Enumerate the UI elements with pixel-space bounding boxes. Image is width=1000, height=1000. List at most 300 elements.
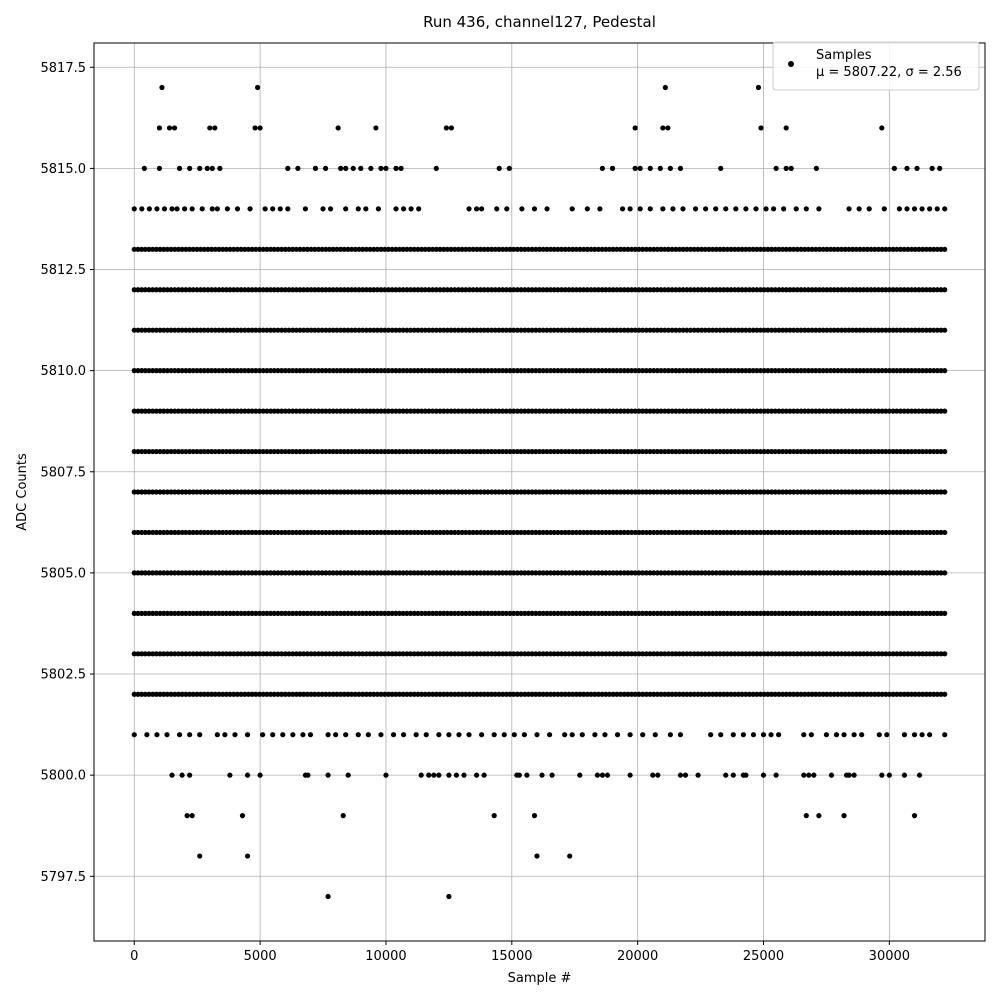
data-point <box>743 206 748 211</box>
data-point <box>215 732 220 737</box>
data-point <box>416 206 421 211</box>
x-tick-label: 10000 <box>365 949 407 964</box>
data-point <box>212 125 217 130</box>
data-point <box>771 206 776 211</box>
data-point <box>887 773 892 778</box>
data-point <box>879 773 884 778</box>
data-point <box>942 206 947 211</box>
data-point <box>794 206 799 211</box>
data-point <box>660 206 665 211</box>
data-point <box>436 732 441 737</box>
data-point <box>811 773 816 778</box>
data-point <box>615 732 620 737</box>
data-point <box>255 85 260 90</box>
data-point <box>207 125 212 130</box>
data-point <box>733 206 738 211</box>
data-point <box>449 125 454 130</box>
y-tick-label: 5802.5 <box>40 667 86 683</box>
data-point <box>225 206 230 211</box>
data-point <box>547 732 552 737</box>
data-point <box>816 206 821 211</box>
data-point <box>159 85 164 90</box>
data-point <box>346 773 351 778</box>
data-point <box>801 773 806 778</box>
data-point <box>937 166 942 171</box>
data-point <box>668 732 673 737</box>
data-point <box>809 732 814 737</box>
data-point <box>781 206 786 211</box>
data-point <box>758 125 763 130</box>
y-tick-label: 5800.0 <box>40 768 86 784</box>
data-point <box>270 732 275 737</box>
data-point <box>638 166 643 171</box>
data-point <box>215 206 220 211</box>
data-point <box>376 206 381 211</box>
data-point <box>610 166 615 171</box>
legend <box>773 42 979 90</box>
data-point <box>824 732 829 737</box>
data-point <box>343 166 348 171</box>
data-point <box>398 166 403 171</box>
data-point <box>338 166 343 171</box>
data-point <box>539 773 544 778</box>
data-point <box>532 206 537 211</box>
data-point <box>761 732 766 737</box>
data-point <box>751 732 756 737</box>
data-point <box>708 732 713 737</box>
data-point <box>466 206 471 211</box>
data-point <box>366 732 371 737</box>
data-point <box>680 206 685 211</box>
data-point <box>378 732 383 737</box>
x-tick-label: 25000 <box>742 949 785 964</box>
data-point <box>723 773 728 778</box>
data-point <box>190 206 195 211</box>
data-point <box>179 773 184 778</box>
data-point <box>904 206 909 211</box>
data-point <box>245 732 250 737</box>
data-point <box>859 732 864 737</box>
data-point <box>144 732 149 737</box>
data-point <box>325 773 330 778</box>
data-point <box>628 732 633 737</box>
data-point <box>935 206 940 211</box>
data-point <box>373 125 378 130</box>
data-point <box>942 530 947 535</box>
data-point <box>912 813 917 818</box>
data-point <box>154 206 159 211</box>
data-point <box>919 732 924 737</box>
data-point <box>446 894 451 899</box>
data-point <box>157 125 162 130</box>
x-axis-title: Sample # <box>507 971 572 986</box>
data-point <box>285 166 290 171</box>
data-point <box>877 732 882 737</box>
data-point <box>343 206 348 211</box>
y-axis-title: ADC Counts <box>15 453 30 531</box>
data-point <box>814 166 819 171</box>
data-point <box>325 894 330 899</box>
data-point <box>602 732 607 737</box>
data-point <box>147 206 152 211</box>
data-point <box>169 773 174 778</box>
data-point <box>773 166 778 171</box>
data-point <box>648 166 653 171</box>
data-point <box>562 732 567 737</box>
data-point <box>320 206 325 211</box>
data-point <box>454 773 459 778</box>
data-point <box>197 166 202 171</box>
data-point <box>157 166 162 171</box>
data-point <box>436 773 441 778</box>
data-point <box>356 732 361 737</box>
data-point <box>670 206 675 211</box>
data-point <box>768 732 773 737</box>
y-tick-label: 5812.5 <box>40 263 86 279</box>
data-point <box>570 732 575 737</box>
x-tick-label: 5000 <box>243 949 277 964</box>
data-point <box>424 732 429 737</box>
data-point <box>753 206 758 211</box>
data-point <box>678 732 683 737</box>
data-point <box>325 732 330 737</box>
data-point <box>240 813 245 818</box>
data-point <box>142 166 147 171</box>
data-point <box>653 732 658 737</box>
data-point <box>323 166 328 171</box>
data-point <box>169 206 174 211</box>
data-point <box>534 853 539 858</box>
data-point <box>524 773 529 778</box>
data-point <box>187 732 192 737</box>
data-point <box>378 166 383 171</box>
data-point <box>245 853 250 858</box>
data-point <box>912 206 917 211</box>
data-point <box>260 732 265 737</box>
data-point <box>695 773 700 778</box>
data-point <box>177 732 182 737</box>
data-point <box>393 206 398 211</box>
data-point <box>663 85 668 90</box>
data-point <box>580 732 585 737</box>
data-point <box>731 732 736 737</box>
data-point <box>919 206 924 211</box>
data-point <box>620 206 625 211</box>
data-point <box>456 732 461 737</box>
data-point <box>187 773 192 778</box>
data-point <box>942 247 947 252</box>
data-point <box>804 813 809 818</box>
data-point <box>358 166 363 171</box>
data-point <box>756 85 761 90</box>
data-point <box>605 773 610 778</box>
data-point <box>668 166 673 171</box>
data-point <box>852 773 857 778</box>
data-point <box>942 732 947 737</box>
data-point <box>917 773 922 778</box>
data-point <box>336 125 341 130</box>
data-point <box>497 166 502 171</box>
data-point <box>343 732 348 737</box>
data-point <box>806 773 811 778</box>
data-point <box>492 732 497 737</box>
data-point <box>167 125 172 130</box>
data-point <box>927 206 932 211</box>
data-point <box>507 166 512 171</box>
data-point <box>479 732 484 737</box>
y-tick-label: 5797.5 <box>40 869 86 885</box>
data-point <box>401 206 406 211</box>
data-point <box>383 773 388 778</box>
data-point <box>519 206 524 211</box>
data-point <box>703 206 708 211</box>
data-point <box>776 732 781 737</box>
data-point <box>882 206 887 211</box>
data-point <box>532 813 537 818</box>
data-point <box>461 773 466 778</box>
data-point <box>182 206 187 211</box>
data-point <box>693 206 698 211</box>
data-point <box>368 166 373 171</box>
data-point <box>741 732 746 737</box>
data-point <box>718 732 723 737</box>
data-point <box>232 732 237 737</box>
data-point <box>829 773 834 778</box>
data-point <box>187 166 192 171</box>
data-point <box>444 125 449 130</box>
data-point <box>930 166 935 171</box>
legend-label-stats: μ = 5807.22, σ = 2.56 <box>816 65 962 80</box>
data-point <box>466 732 471 737</box>
data-point <box>902 732 907 737</box>
data-point <box>434 166 439 171</box>
data-point <box>258 125 263 130</box>
data-point <box>914 166 919 171</box>
data-point <box>363 206 368 211</box>
data-point <box>474 773 479 778</box>
data-point <box>341 813 346 818</box>
data-point <box>308 732 313 737</box>
data-point <box>731 773 736 778</box>
data-point <box>678 166 683 171</box>
data-point <box>227 773 232 778</box>
data-point <box>517 773 522 778</box>
data-point <box>640 732 645 737</box>
data-point <box>942 692 947 697</box>
data-point <box>252 125 257 130</box>
data-point <box>258 773 263 778</box>
data-point <box>852 732 857 737</box>
data-point <box>665 125 670 130</box>
data-point <box>834 732 839 737</box>
data-point <box>892 166 897 171</box>
data-point <box>942 489 947 494</box>
data-point <box>295 166 300 171</box>
data-point <box>300 732 305 737</box>
data-point <box>658 166 663 171</box>
data-point <box>633 125 638 130</box>
data-point <box>303 206 308 211</box>
data-point <box>534 732 539 737</box>
y-tick-label: 5807.5 <box>40 465 86 481</box>
data-point <box>801 732 806 737</box>
data-point <box>867 206 872 211</box>
data-point <box>504 206 509 211</box>
data-point <box>567 853 572 858</box>
data-point <box>927 732 932 737</box>
data-point <box>633 166 638 171</box>
data-point <box>401 732 406 737</box>
data-point <box>502 732 507 737</box>
y-tick-label: 5817.5 <box>40 60 86 76</box>
data-point <box>942 651 947 656</box>
data-point <box>164 732 169 737</box>
data-point <box>280 732 285 737</box>
data-point <box>678 773 683 778</box>
data-point <box>784 125 789 130</box>
data-point <box>879 125 884 130</box>
data-point <box>479 206 484 211</box>
data-point <box>841 732 846 737</box>
data-point <box>132 732 137 737</box>
data-point <box>655 773 660 778</box>
data-point <box>210 206 215 211</box>
x-tick-label: 30000 <box>868 949 911 964</box>
data-point <box>595 773 600 778</box>
y-tick-label: 5815.0 <box>40 161 86 177</box>
data-point <box>743 773 748 778</box>
data-point <box>383 166 388 171</box>
data-point <box>628 773 633 778</box>
data-point <box>904 166 909 171</box>
data-point <box>414 732 419 737</box>
data-point <box>333 732 338 737</box>
data-point <box>592 732 597 737</box>
data-point <box>804 206 809 211</box>
data-point <box>846 773 851 778</box>
data-point <box>597 206 602 211</box>
x-tick-label: 0 <box>130 949 139 964</box>
data-point <box>897 206 902 211</box>
data-point <box>544 206 549 211</box>
data-point <box>577 773 582 778</box>
data-point <box>313 166 318 171</box>
data-point <box>549 773 554 778</box>
data-point <box>205 166 210 171</box>
data-point <box>718 166 723 171</box>
data-point <box>356 206 361 211</box>
data-point <box>942 368 947 373</box>
data-point <box>190 813 195 818</box>
data-point <box>942 287 947 292</box>
data-point <box>235 206 240 211</box>
data-point <box>648 206 653 211</box>
y-tick-label: 5810.0 <box>40 364 86 380</box>
data-point <box>393 166 398 171</box>
data-point <box>474 206 479 211</box>
data-point <box>247 206 252 211</box>
data-point <box>482 773 487 778</box>
y-tick-label: 5805.0 <box>40 566 86 582</box>
data-point <box>902 773 907 778</box>
data-point <box>245 773 250 778</box>
data-point <box>789 166 794 171</box>
data-point <box>600 773 605 778</box>
chart-title: Run 436, channel127, Pedestal <box>423 13 656 31</box>
data-point <box>431 773 436 778</box>
data-point <box>650 773 655 778</box>
data-point <box>154 732 159 737</box>
data-point <box>857 206 862 211</box>
data-point <box>174 206 179 211</box>
data-point <box>841 813 846 818</box>
data-point <box>773 773 778 778</box>
data-point <box>185 813 190 818</box>
data-point <box>391 732 396 737</box>
data-point <box>638 206 643 211</box>
data-point <box>446 773 451 778</box>
data-point <box>912 732 917 737</box>
legend-marker <box>788 61 794 67</box>
data-point <box>278 206 283 211</box>
data-point <box>351 166 356 171</box>
data-point <box>761 773 766 778</box>
data-point <box>132 206 137 211</box>
data-point <box>139 206 144 211</box>
data-point <box>409 206 414 211</box>
x-tick-label: 20000 <box>616 949 659 964</box>
data-point <box>492 813 497 818</box>
data-point <box>494 206 499 211</box>
data-point <box>162 206 167 211</box>
data-point <box>512 732 517 737</box>
data-point <box>419 773 424 778</box>
data-point <box>197 853 202 858</box>
data-point <box>884 732 889 737</box>
data-point <box>723 206 728 211</box>
data-point <box>328 206 333 211</box>
data-point <box>763 206 768 211</box>
data-point <box>200 206 205 211</box>
data-point <box>290 732 295 737</box>
data-point <box>942 570 947 575</box>
data-point <box>446 732 451 737</box>
data-point <box>683 773 688 778</box>
data-point <box>426 773 431 778</box>
data-point <box>522 732 527 737</box>
data-point <box>816 813 821 818</box>
data-point <box>172 125 177 130</box>
data-point <box>263 206 268 211</box>
data-point <box>942 611 947 616</box>
data-point <box>570 206 575 211</box>
data-point <box>270 206 275 211</box>
data-point <box>628 206 633 211</box>
data-point <box>197 732 202 737</box>
data-point <box>846 206 851 211</box>
data-point <box>177 166 182 171</box>
data-point <box>210 166 215 171</box>
data-point <box>600 166 605 171</box>
x-tick-label: 15000 <box>491 949 533 964</box>
data-point <box>942 449 947 454</box>
data-point <box>217 166 222 171</box>
data-point <box>942 408 947 413</box>
legend-label-name: Samples <box>816 48 872 63</box>
data-point <box>305 773 310 778</box>
data-point <box>784 166 789 171</box>
data-point <box>222 732 227 737</box>
